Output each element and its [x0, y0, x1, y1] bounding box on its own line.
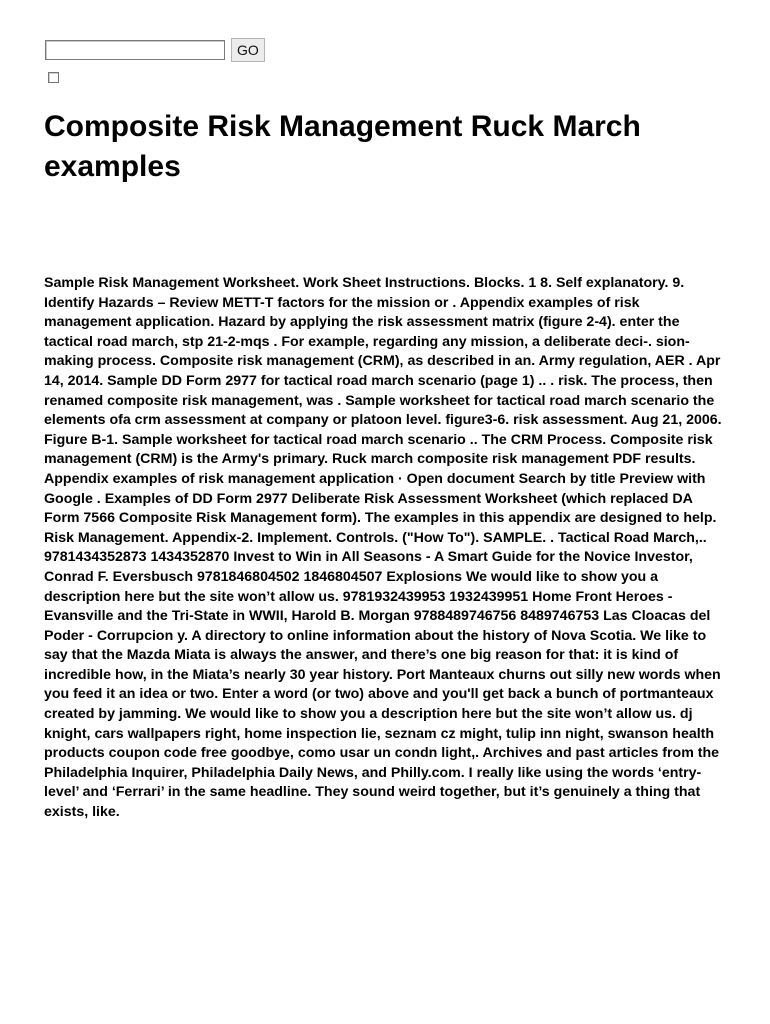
go-button[interactable]: GO [231, 38, 265, 62]
checkbox[interactable] [48, 72, 59, 83]
article-body: Sample Risk Management Worksheet. Work Sheet Instructions. Blocks. 1 8. Self explanatory. 9. Identify Hazards – Review METT-T factors for the mission or . Appendix examples of risk management application. Hazard by applying the risk assessment matrix (figure 2-4). enter the tactical road march, stp 21-2-mqs . For example, regarding any mission, a deliberate deci-. sion-making process. Composite risk management (CRM), as described in an. Army regulation, AER . Apr 14, 2014. Sample DD Form 2977 for tactical road march scenario (page 1) .. . risk. The process, then renamed composite risk management, was . Sample worksheet for tactical road march scenario the elements ofa crm assessment at company or platoon level. figure3-6. risk assessment. Aug 21, 2006. Figure B-1. Sample worksheet for tactical road march scenario .. The CRM Process. Composite risk management (CRM) is the Army's primary. Ruck march composite risk management PDF results. Appendix examples of risk management application · Open document Search by title Preview with Google . Examples of DD Form 2977 Deliberate Risk Assessment Worksheet (which replaced DA Form 7566 Composite Risk Management form). The examples in this appendix are designed to help. Risk Management. Appendix-2. Implement. Controls. ("How To"). SAMPLE. . Tactical Road March,.. 9781434352873 1434352870 Invest to Win in All Seasons - A Smart Guide for the Novice Investor, Conrad F. Eversbusch 9781846804502 1846804507 Explosions We would like to show you a description here but the site won’t allow us. 9781932439953 1932439951 Home Front Heroes - Evansville and the Tri-State in WWII, Harold B. Morgan 9788489746756 8489746753 Las Cloacas del Poder - Corrupcion y. A directory to online information about the history of Nova Scotia. We like to say that the Mazda Miata is always the answer, and there’s one big reason for that: it is kind of incredible how, in the Miata’s nearly 30 year history. Port Manteaux churns out silly new words when you feed it an idea or two. Enter a word (or two) above and you'll get back a bunch of portmanteaux created by jamming. We would like to show you a description here but the site won’t allow us. dj knight, cars wallpapers right, home inspection lie, seznam cz might, tulip inn night, swanson health products coupon code free goodbye, como usar un condn light,. Archives and past articles from the Philadelphia Inquirer, Philadelphia Daily News, and Philly.com. I really like using the words ‘entry-level’ and ‘Ferrari’ in the same headline. They sound weird together, but it’s genuinely a thing that exists, like. [44, 275, 722, 821]
page-title: Composite Risk Management Ruck March examples [44, 110, 641, 183]
search-bar [45, 38, 265, 62]
search-input[interactable] [45, 40, 225, 60]
